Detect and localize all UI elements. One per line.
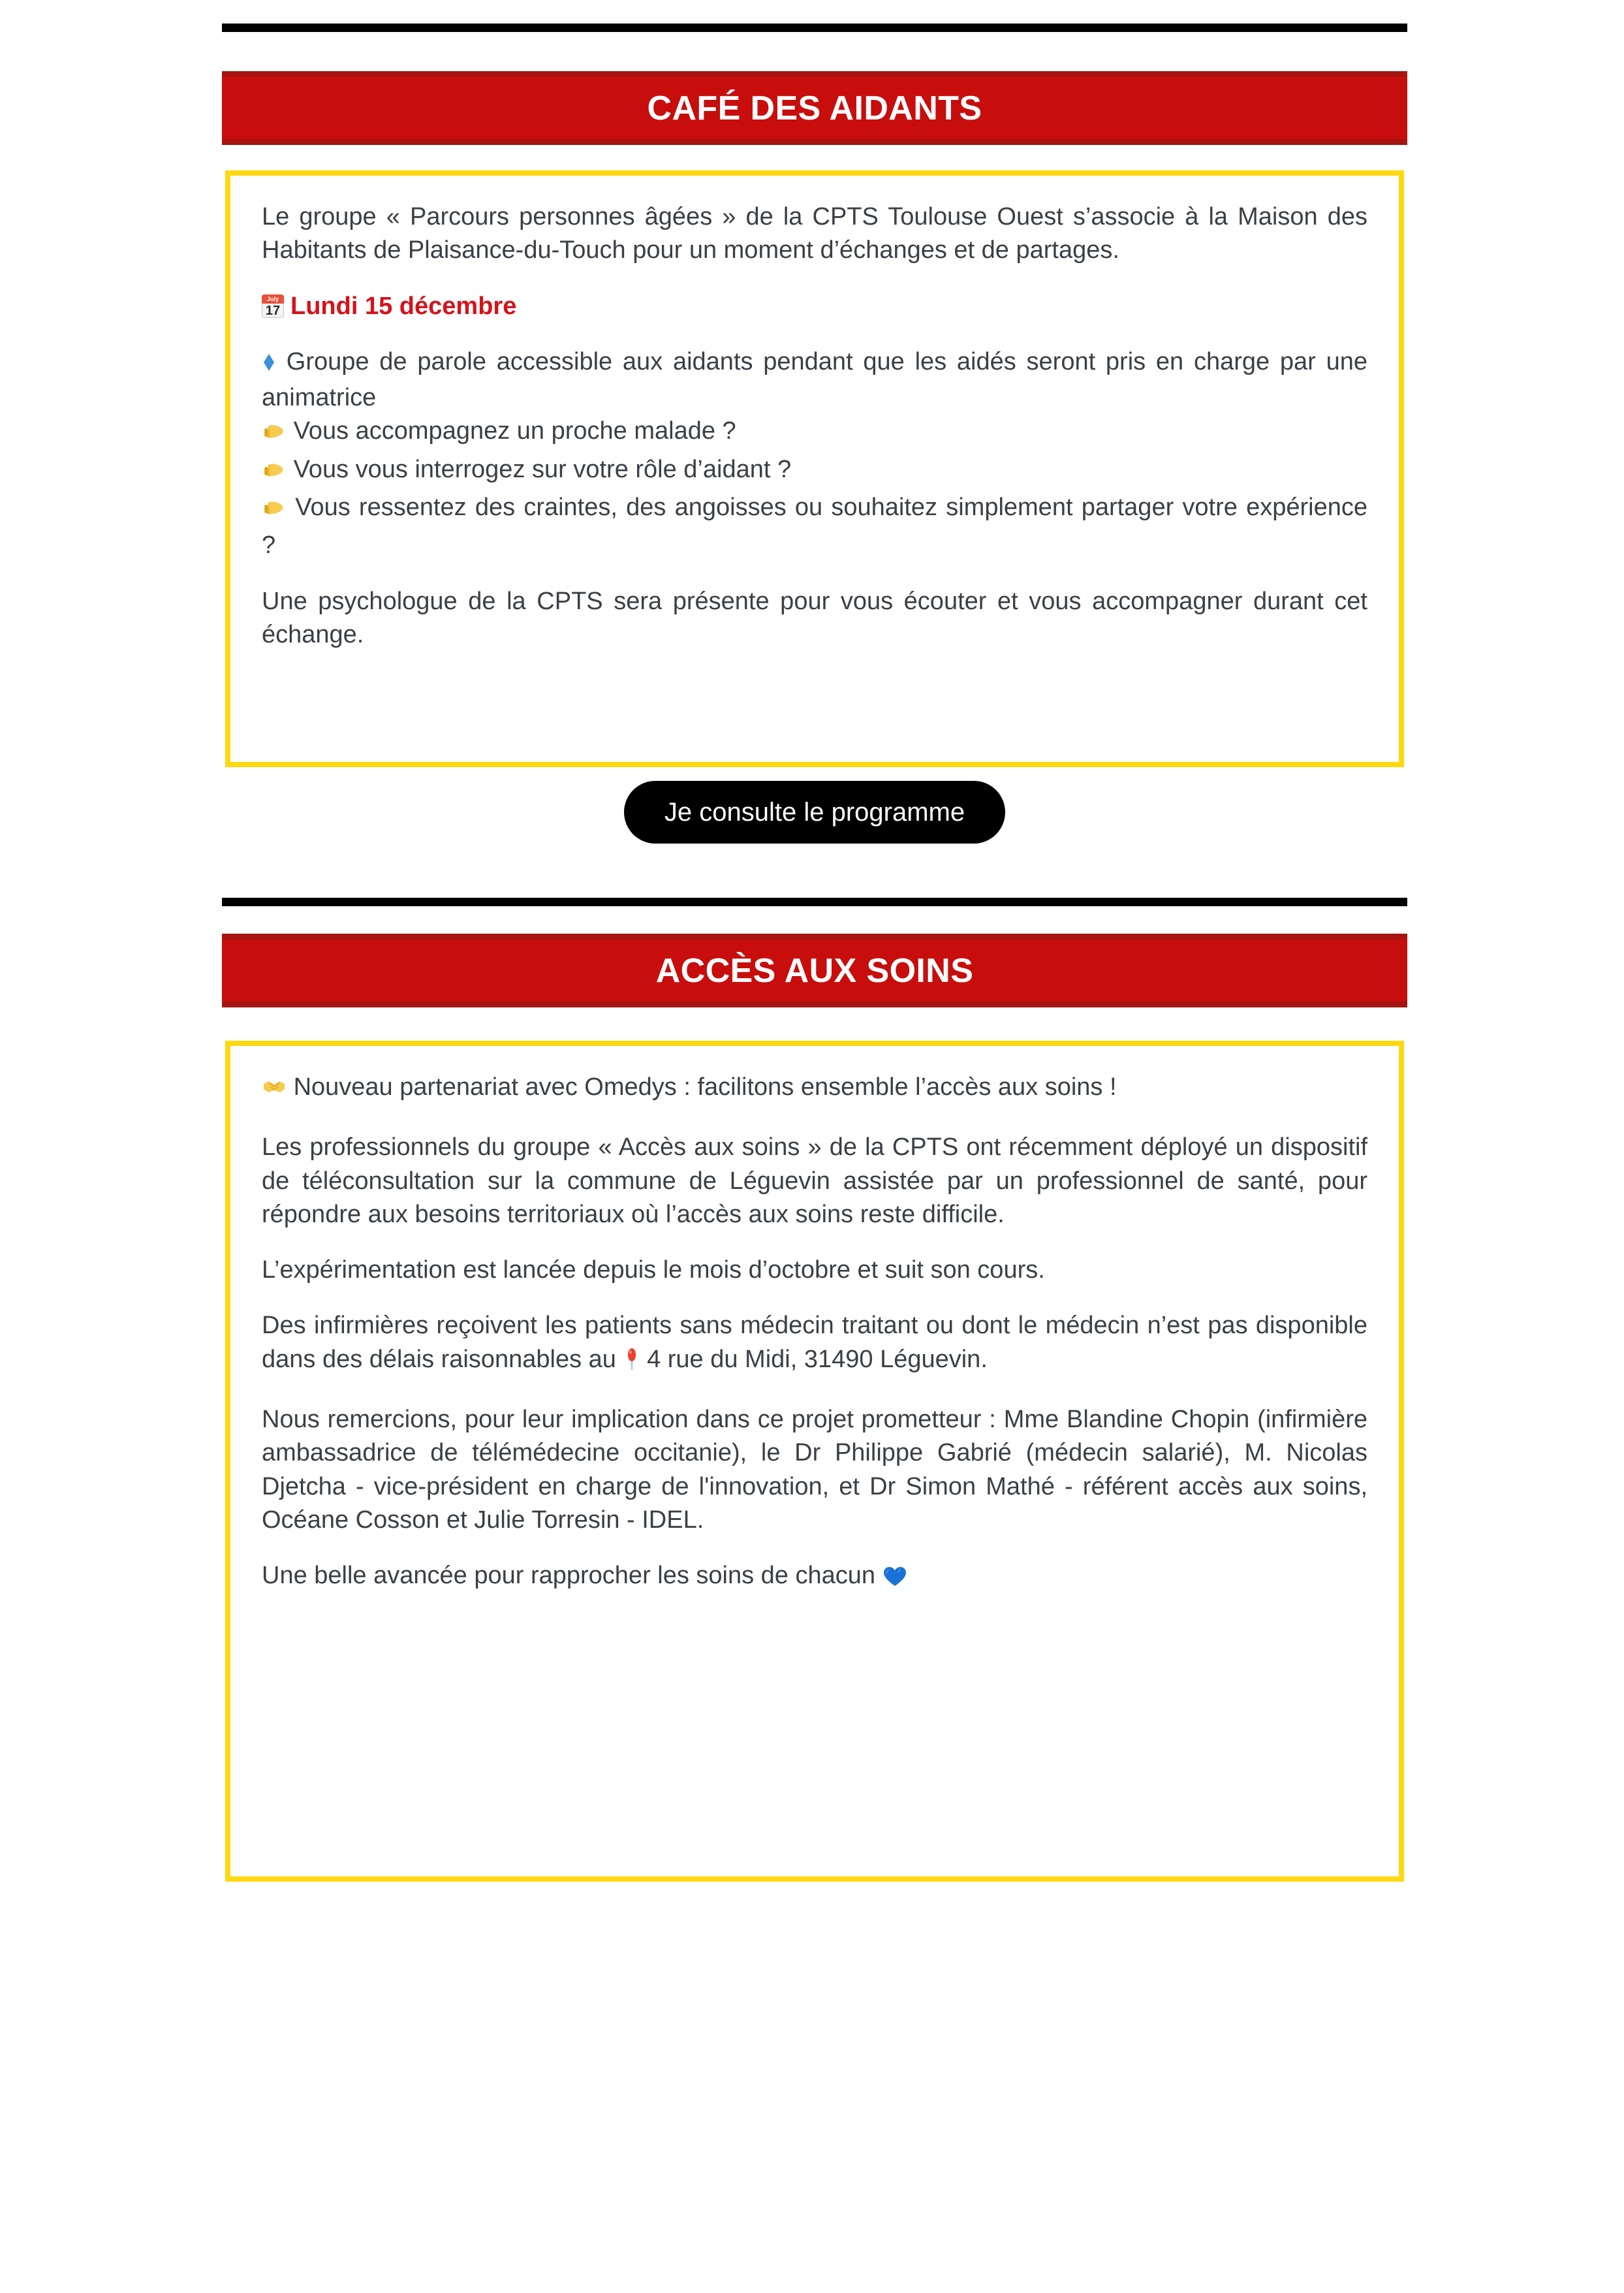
acces-paragraph-6-text: Une belle avancée pour rapprocher les soins de chacun [262, 1562, 876, 1590]
blue-diamond-icon [262, 348, 276, 381]
calendar-icon-month: July [262, 294, 284, 304]
cafe-bullet-list [262, 345, 1367, 563]
cafe-closing-paragraph: Une psychologue de la CPTS sera présente pour vous écouter et vous accompagner durant cet échange. [262, 587, 1367, 648]
acces-paragraph-4 [262, 1309, 1367, 1381]
acces-paragraph-5: Nous remercions, pour leur implication dans ce projet prometteur : Mme Blandine Chopin (infirmière ambassadrice de télémédecine occitanie), le Dr Philippe Gabrié (médecin salarié), M. Nicolas Djetcha - vice-président en charge de l'innovation, et Dr Simon Mathé - référent accès aux soins, Océane Cosson et Julie Torresin - IDEL. [262, 1406, 1367, 1534]
cafe-date-line [262, 290, 1367, 323]
consult-programme-button[interactable]: Je consulte le programme [624, 781, 1005, 844]
cafe-bullet-item-3 [262, 453, 1367, 491]
acces-lead-text: Nouveau partenariat avec Omedys : facilitons ensemble l’accès aux soins ! [293, 1073, 1117, 1101]
cafe-date-label: Lundi 15 décembre [290, 292, 517, 320]
map-pin-icon [623, 1347, 640, 1381]
cafe-bullet-text-4: Vous ressentez des craintes, des angoisses ou souhaitez simplement partager votre expérience ? [262, 494, 1368, 560]
section-banner-cafe-des-aidants [222, 71, 1407, 145]
cafe-bullet-item-4 [262, 491, 1367, 563]
acces-paragraph-4-part1: Des infirmières reçoivent les patients sans médecin traitant ou dont le médecin n’est pas disponible dans des délais raisonnables au [262, 1312, 1367, 1373]
divider-top [222, 24, 1407, 32]
acces-paragraph-2: Les professionnels du groupe « Accès aux soins » de la CPTS ont récemment déployé un dispositif de téléconsultation sur la commune de Léguevin assistée par un professionnel de santé, pour répondre aux besoins territoriaux où l’accès aux soins reste difficile. [262, 1133, 1367, 1228]
content-card-cafe-des-aidants [225, 170, 1404, 767]
acces-lead-paragraph [262, 1071, 1367, 1109]
cafe-bullet-item-1 [262, 345, 1367, 415]
cafe-bullet-text-2: Vous accompagnez un proche malade ? [293, 417, 736, 445]
pointing-finger-icon [262, 495, 287, 529]
cafe-intro-paragraph: Le groupe « Parcours personnes âgées » de la CPTS Toulouse Ouest s’associe à la Maison des Habitants de Plaisance-du-Touch pour un moment d’échanges et de partages. [262, 203, 1367, 264]
section-banner-acces-aux-soins [222, 934, 1407, 1007]
cafe-bullet-text-3: Vous vous interrogez sur votre rôle d’aidant ? [293, 455, 792, 483]
divider-middle [222, 898, 1407, 906]
calendar-icon [262, 294, 284, 318]
section-title-acces-aux-soins: ACCÈS AUX SOINS [655, 951, 974, 990]
blue-heart-icon [882, 1564, 907, 1597]
cafe-bullet-text-1: Groupe de parole accessible aux aidants pendant que les aidés seront pris en charge par une animatrice [262, 347, 1367, 412]
acces-paragraph-3: L’expérimentation est lancée depuis le mois d’octobre et suit son cours. [262, 1256, 1045, 1284]
section-title-cafe-des-aidants: CAFÉ DES AIDANTS [647, 89, 982, 127]
calendar-icon-day: 17 [265, 303, 281, 318]
handshake-icon [262, 1075, 287, 1109]
cta-container [225, 781, 1404, 844]
pointing-finger-icon [262, 457, 287, 491]
pointing-finger-icon [262, 419, 287, 452]
cafe-bullet-item-2 [262, 415, 1367, 452]
acces-paragraph-6 [262, 1559, 1367, 1597]
content-card-acces-aux-soins [225, 1041, 1404, 1882]
acces-paragraph-4-part2: 4 rue du Midi, 31490 Léguevin. [647, 1345, 988, 1373]
